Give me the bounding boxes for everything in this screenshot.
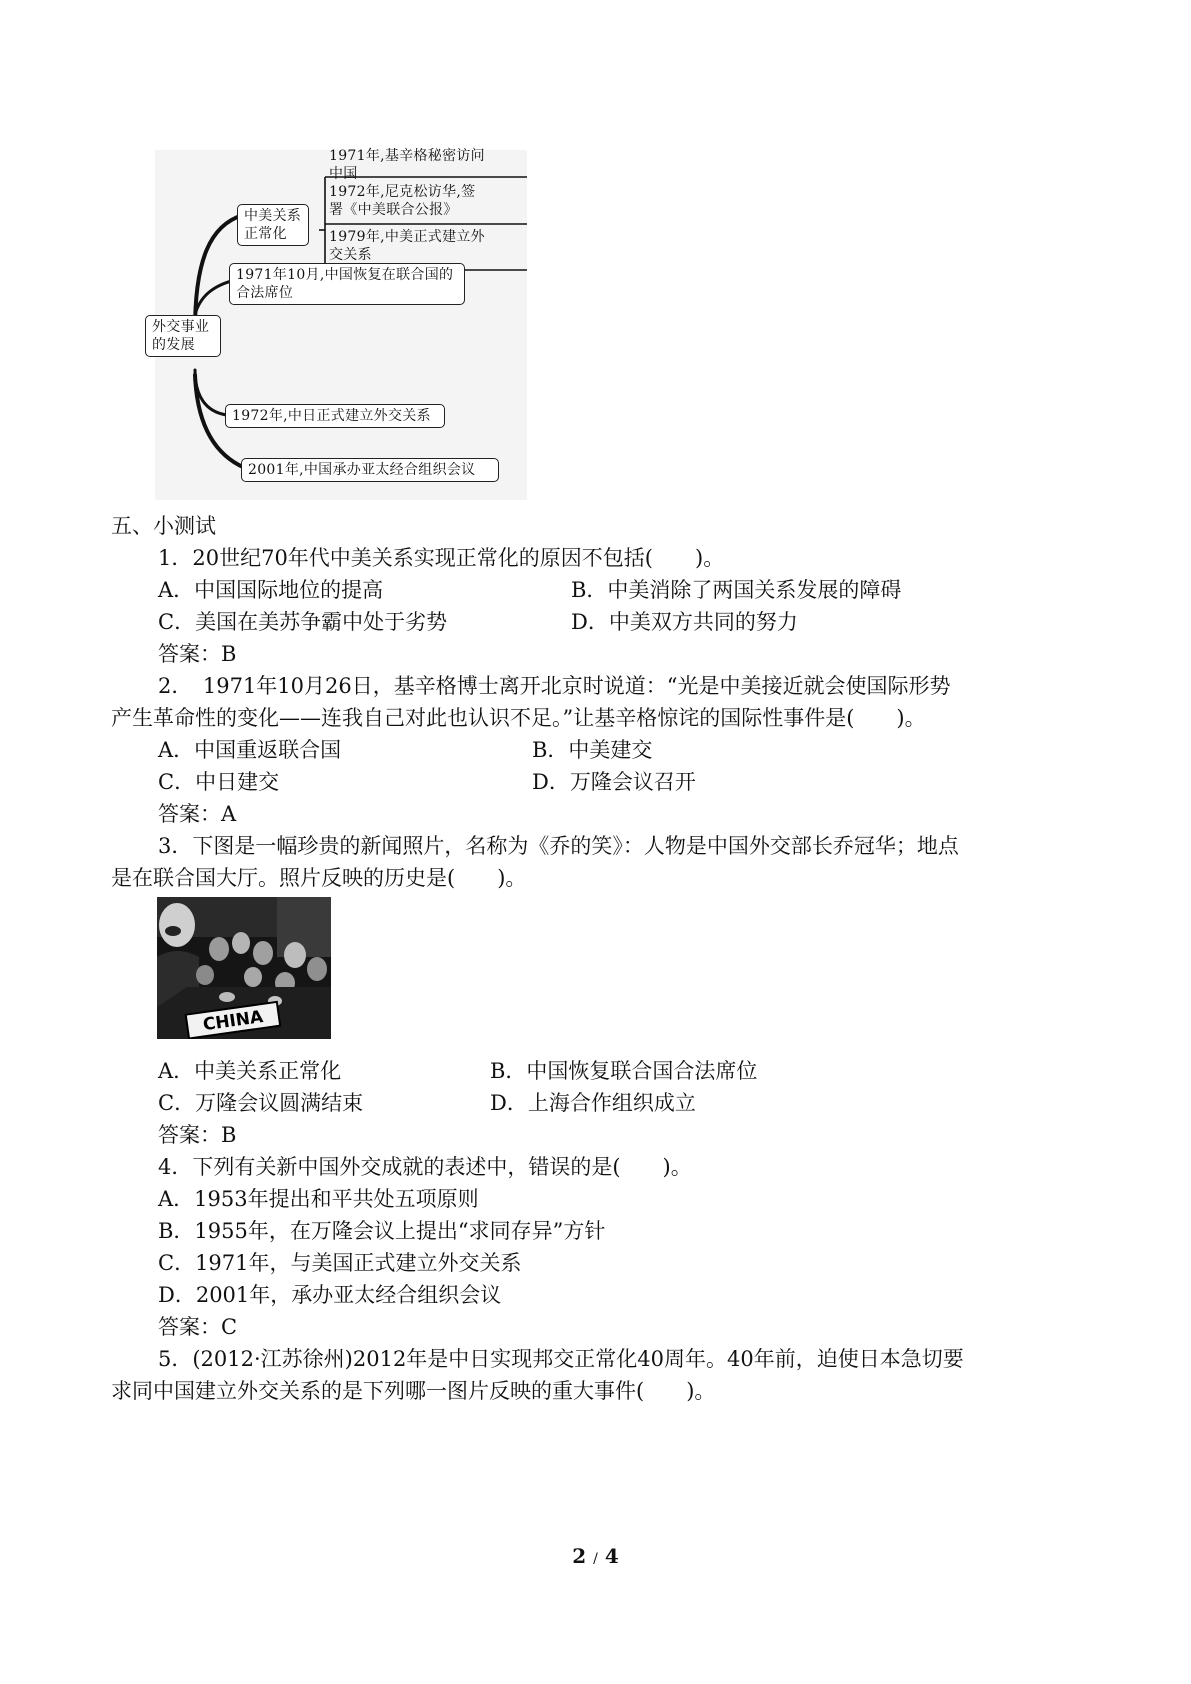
- mindmap-sub-1971: 1971年,基辛格秘密访问中国: [329, 148, 485, 182]
- question-3-option-c: C．万隆会议圆满结束: [158, 1091, 364, 1115]
- question-5-stem-line-1: 5．(2012·江苏徐州)2012年是中日实现邦交正常化40周年。40年前，迫使日本急切要: [158, 1347, 964, 1371]
- news-photo-qiao-laugh: [157, 897, 331, 1039]
- question-1-answer: 答案：B: [158, 642, 237, 666]
- section-title: 五、小测试: [111, 514, 216, 538]
- question-4-option-d: D．2001年，承办亚太经合组织会议: [158, 1283, 502, 1307]
- question-2-option-b: B．中美建交: [532, 738, 653, 762]
- question-3-stem-line-2: 是在联合国大厅。照片反映的历史是( )。: [111, 866, 527, 890]
- mindmap-branch-normalization: [237, 204, 309, 246]
- question-1-option-a: A．中国国际地位的提高: [158, 578, 384, 602]
- mind-map-figure: [152, 148, 527, 500]
- question-1-option-d: D．中美双方共同的努力: [571, 610, 798, 634]
- mindmap-branch-normalization-label: 中美关系正常化: [244, 208, 302, 242]
- page-separator: /: [593, 1551, 598, 1567]
- mindmap-root-label: 外交事业的发展: [152, 319, 210, 353]
- question-3-option-a: A．中美关系正常化: [158, 1059, 342, 1083]
- question-2-stem-line-2: 产生革命性的变化——连我自己对此也认识不足。”让基辛格惊诧的国际性事件是( )。: [111, 706, 926, 730]
- question-2-answer: 答案：A: [158, 802, 237, 826]
- question-3-answer: 答案：B: [158, 1123, 237, 1147]
- question-4-option-a: A．1953年提出和平共处五项原则: [158, 1187, 479, 1211]
- question-2-stem-line-1: 2． 1971年10月26日，基辛格博士离开北京时说道：“光是中美接近就会使国际形势: [158, 674, 951, 698]
- question-2-option-c: C．中日建交: [158, 770, 280, 794]
- question-1-option-b: B．中美消除了两国关系发展的障碍: [571, 578, 902, 602]
- question-1-option-c: C．美国在美苏争霸中处于劣势: [158, 610, 448, 634]
- question-2-option-a: A．中国重返联合国: [158, 738, 342, 762]
- question-5-stem-line-2: 求同中国建立外交关系的是下列哪一图片反映的重大事件( )。: [111, 1379, 716, 1403]
- question-2-option-d: D．万隆会议召开: [532, 770, 696, 794]
- question-3-option-d: D．上海合作组织成立: [490, 1091, 696, 1115]
- page-current: 2: [572, 1544, 587, 1568]
- question-4-option-b: B．1955年，在万隆会议上提出“求同存异”方针: [158, 1219, 606, 1243]
- question-3-option-b: B．中国恢复联合国合法席位: [490, 1059, 758, 1083]
- mindmap-apec: 2001年,中国承办亚太经合组织会议: [241, 458, 499, 482]
- mindmap-sub-1972: 1972年,尼克松访华,签署《中美联合公报》: [329, 184, 476, 218]
- page-total: 4: [604, 1544, 619, 1568]
- mindmap-sub-1979: 1979年,中美正式建立外交关系: [329, 229, 485, 263]
- question-4-stem: 4．下列有关新中国外交成就的表述中，错误的是( )。: [158, 1155, 692, 1179]
- page-number: [0, 1544, 1191, 1568]
- mindmap-un-seat: 1971年10月,中国恢复在联合国的合法席位: [229, 263, 465, 305]
- mindmap-japan: 1972年,中日正式建立外交关系: [225, 404, 445, 428]
- photo-placard-text: CHINA: [201, 1007, 265, 1036]
- question-3-stem-line-1: 3．下图是一幅珍贵的新闻照片，名称为《乔的笑》：人物是中国外交部长乔冠华；地点: [158, 834, 959, 858]
- news-photo-drawing: [157, 897, 331, 1039]
- question-1-stem: 1．20世纪70年代中美关系实现正常化的原因不包括( )。: [158, 546, 725, 570]
- question-4-answer: 答案：C: [158, 1315, 238, 1339]
- mindmap-root: [145, 315, 221, 357]
- question-4-option-c: C．1971年，与美国正式建立外交关系: [158, 1251, 522, 1275]
